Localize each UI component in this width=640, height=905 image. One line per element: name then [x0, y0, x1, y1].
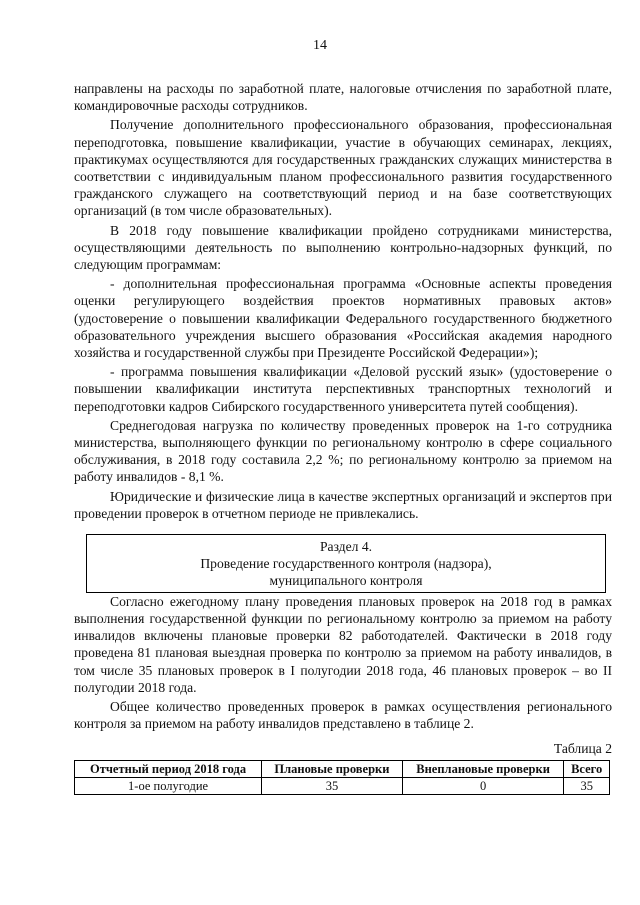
- list-item: - дополнительная профессиональная программа «Основные аспекты проведения оценки регулирующего воздействия проектов нормативных правовых актов» (удостоверение о повышении квалификации Федерального государственного бюджетного образовательного учреждения высшего образования «Российская академия народного хозяйства и государственной службы при Президенте Российской Федерации»);: [74, 276, 612, 361]
- paragraph: Согласно ежегодному плану проведения плановых проверок на 2018 год в рамках выполнения государственной функции по региональному контролю за приемом на работу инвалидов включены плановые проверки 82 работодателей. Фактически в 2018 году проведена 81 плановая выездная проверка по контролю за приемом на работу инвалидов, в том числе 35 плановых проверок в I полугодии 2018 года, 46 плановых проверок – во II полугодии 2018 года.: [74, 593, 612, 695]
- paragraph: Юридические и физические лица в качестве экспертных организаций и экспертов при проведении проверок в отчетном периоде не привлекались.: [74, 488, 612, 521]
- table-header-row: [75, 760, 610, 777]
- paragraph: направлены на расходы по заработной плате, налоговые отчисления по заработной плате, командировочные расходы сотрудников.: [74, 81, 612, 114]
- page-number: 14: [313, 38, 327, 53]
- column-header: Внеплановые проверки: [402, 760, 564, 777]
- document-body: [74, 80, 612, 795]
- paragraph: Среднегодовая нагрузка по количеству проведенных проверок на 1-го сотрудника министерства, выполняющего функции по региональному контролю в сфере социального обслуживания, в 2018 году составила 2,2 %; по региональному контролю за приемом на работу инвалидов - 8,1 %.: [74, 417, 612, 485]
- paragraph: Получение дополнительного профессионального образования, профессиональная переподготовка, повышение квалификации, участие в обучающих семинарах, лекциях, практикумах осуществляются для государственных гражданских служащих министерства в соответствии с индивидуальным планом профессионального развития государственного гражданского служащего на соответствующий период и на базе соответствующих организаций (в том числе образовательных).: [74, 117, 612, 219]
- paragraph: Общее количество проведенных проверок в рамках осуществления регионального контроля за приемом на работу инвалидов представлено в таблице 2.: [74, 698, 612, 732]
- paragraph: В 2018 году повышение квалификации пройдено сотрудниками министерства, осуществляющими деятельность по выполнению контрольно-надзорных функций, по следующим программам:: [74, 222, 612, 273]
- table-row: [75, 777, 610, 794]
- section-heading-box: [86, 534, 606, 593]
- section-number: Раздел 4.: [319, 539, 373, 555]
- table-cell: 0: [402, 777, 564, 794]
- table-cell: 35: [564, 777, 610, 794]
- column-header: Отчетный период 2018 года: [75, 760, 262, 777]
- table-caption: Таблица 2: [553, 741, 612, 757]
- section-title-line: муниципального контроля: [269, 573, 423, 589]
- table-cell: 1-ое полугодие: [75, 777, 262, 794]
- column-header: Плановые проверки: [262, 760, 403, 777]
- section-title-line: Проведение государственного контроля (надзора),: [200, 556, 492, 572]
- table-cell: 35: [262, 777, 403, 794]
- list-item: - программа повышения квалификации «Деловой русский язык» (удостоверение о повышении квалификации института перспективных транспортных технологий и переподготовки кадров Сибирского государственного университета путей сообщения).: [74, 364, 612, 414]
- column-header: Всего: [564, 760, 610, 777]
- inspections-table: [74, 760, 610, 795]
